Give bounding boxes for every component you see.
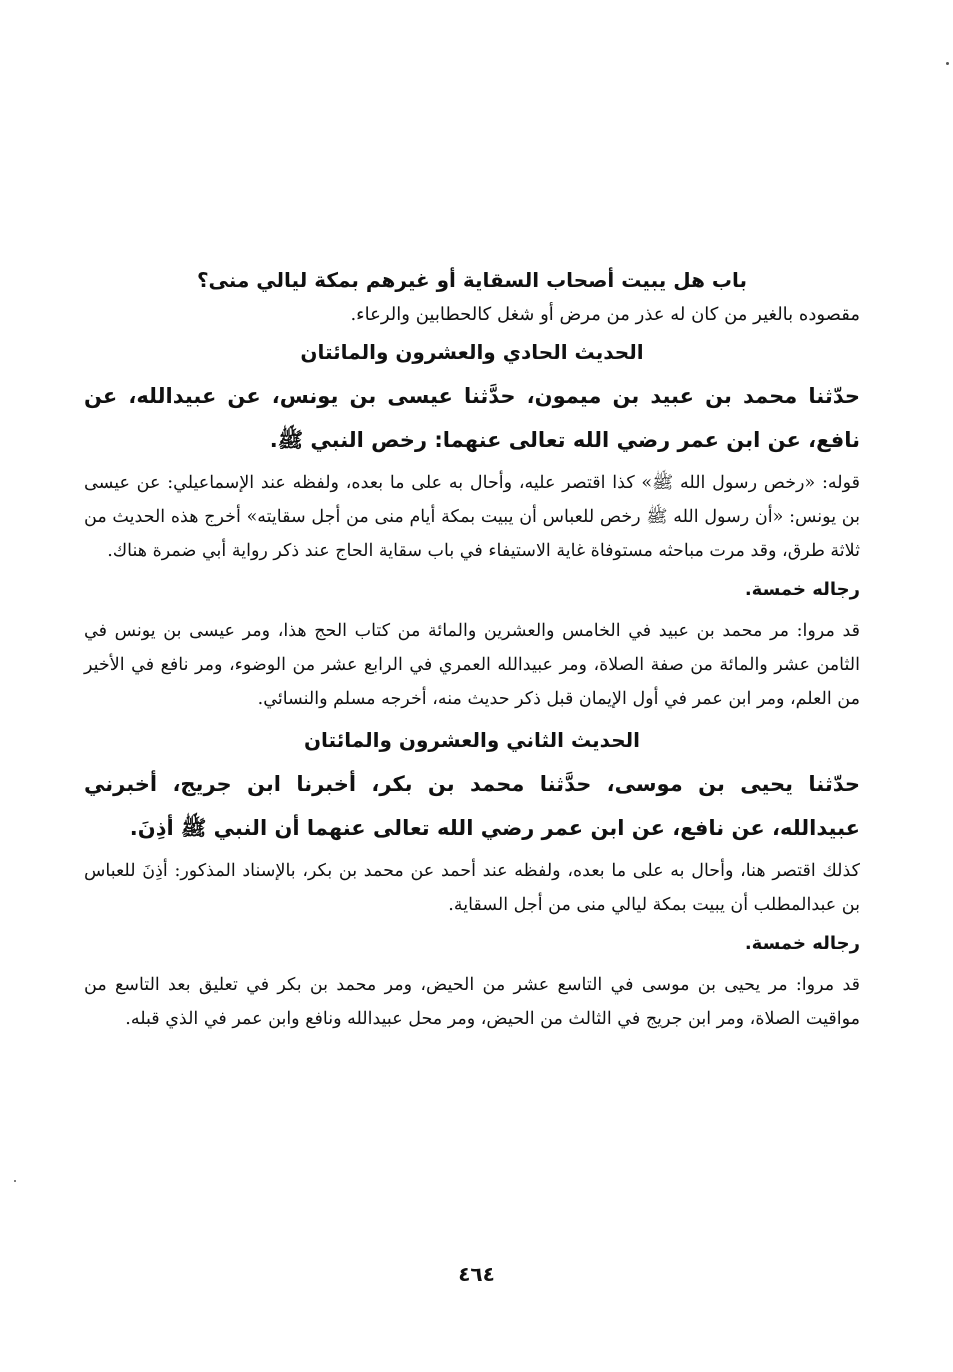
page-number: ٤٦٤ [458, 1262, 495, 1286]
scan-speck [14, 1180, 16, 1182]
hadith-text: حدّثنا محمد بن عبيد بن ميمون، حدَّثنا عيسى بن يونس، عن عبيدالله، عن نافع، عن ابن عمر رضي الله تعالى عنهما: رخص النبي ﷺ. [84, 384, 860, 452]
hadith-section-222 [84, 722, 860, 1036]
chapter-subtitle: مقصوده بالغير من كان له عذر من مرض أو شغل كالحطابين والرعاء. [350, 304, 860, 325]
page-body [84, 262, 860, 1042]
hadith-text: حدّثنا يحيى بن موسى، حدَّثنا محمد بن بكر، أخبرنا ابن جريج، أخبرني عبيدالله، عن نافع، عن ابن عمر رضي الله تعالى عنهما أن النبي ﷺ أذِنَ. [84, 772, 860, 840]
narrators-paragraph: قد مروا: مر يحيى بن موسى في التاسع عشر من الحيض، ومر محمد بن بكر في تعليق بعد التاسع من مواقيت الصلاة، ومر ابن جريج في الثالث من الحيض، ومر محل عبيدالله ونافع وابن عمر في الذي قبله. [84, 975, 860, 1029]
narrators-count: رجاله خمسة. [744, 933, 860, 954]
hadith-commentary: قوله: «رخص رسول الله ﷺ» كذا اقتصر عليه، وأحال به على ما بعده، ولفظه عند الإسماعيلي: عن عيسى بن يونس: «أن رسول الله ﷺ رخص للعباس أن يبيت بمكة أيام منى من أجل سقايته» أخرج هذه الحديث من ثلاثة طرق، وقد مرت مباحثه مستوفاة غاية الاستيفاء في باب سقاية الحاج عند ذكر رواية أبي ضمرة هناك. [84, 473, 860, 561]
hadith-section-221 [84, 334, 860, 716]
hadith-heading: الحديث الحادي والعشرون والمائتان [300, 340, 644, 364]
narrators-paragraph: قد مروا: مر محمد بن عبيد في الخامس والعشرين والمائة من كتاب الحج هذا، ومر عيسى بن يونس في الثامن عشر والمائة من صفة الصلاة، ومر عبيدالله العمري في الرابع عشر من الوضوء، ومر نافع في الأخير من العلم، ومر ابن عمر في أول الإيمان قبل ذكر حديث منه، أخرجه مسلم والنسائي. [84, 621, 860, 709]
hadith-commentary: كذلك اقتصر هنا، وأحال به على ما بعده، ولفظه عند أحمد عن محمد بن بكر، بالإسناد المذكور: أذِنَ للعباس بن عبدالمطلب أن يبيت بمكة ليالي منى من أجل السقاية. [84, 861, 860, 915]
narrators-count: رجاله خمسة. [744, 579, 860, 600]
chapter-title: باب هل يبيت أصحاب السقاية أو غيرهم بمكة ليالي منى؟ [196, 268, 748, 292]
scan-speck [946, 62, 949, 65]
hadith-heading: الحديث الثاني والعشرون والمائتان [303, 728, 641, 752]
